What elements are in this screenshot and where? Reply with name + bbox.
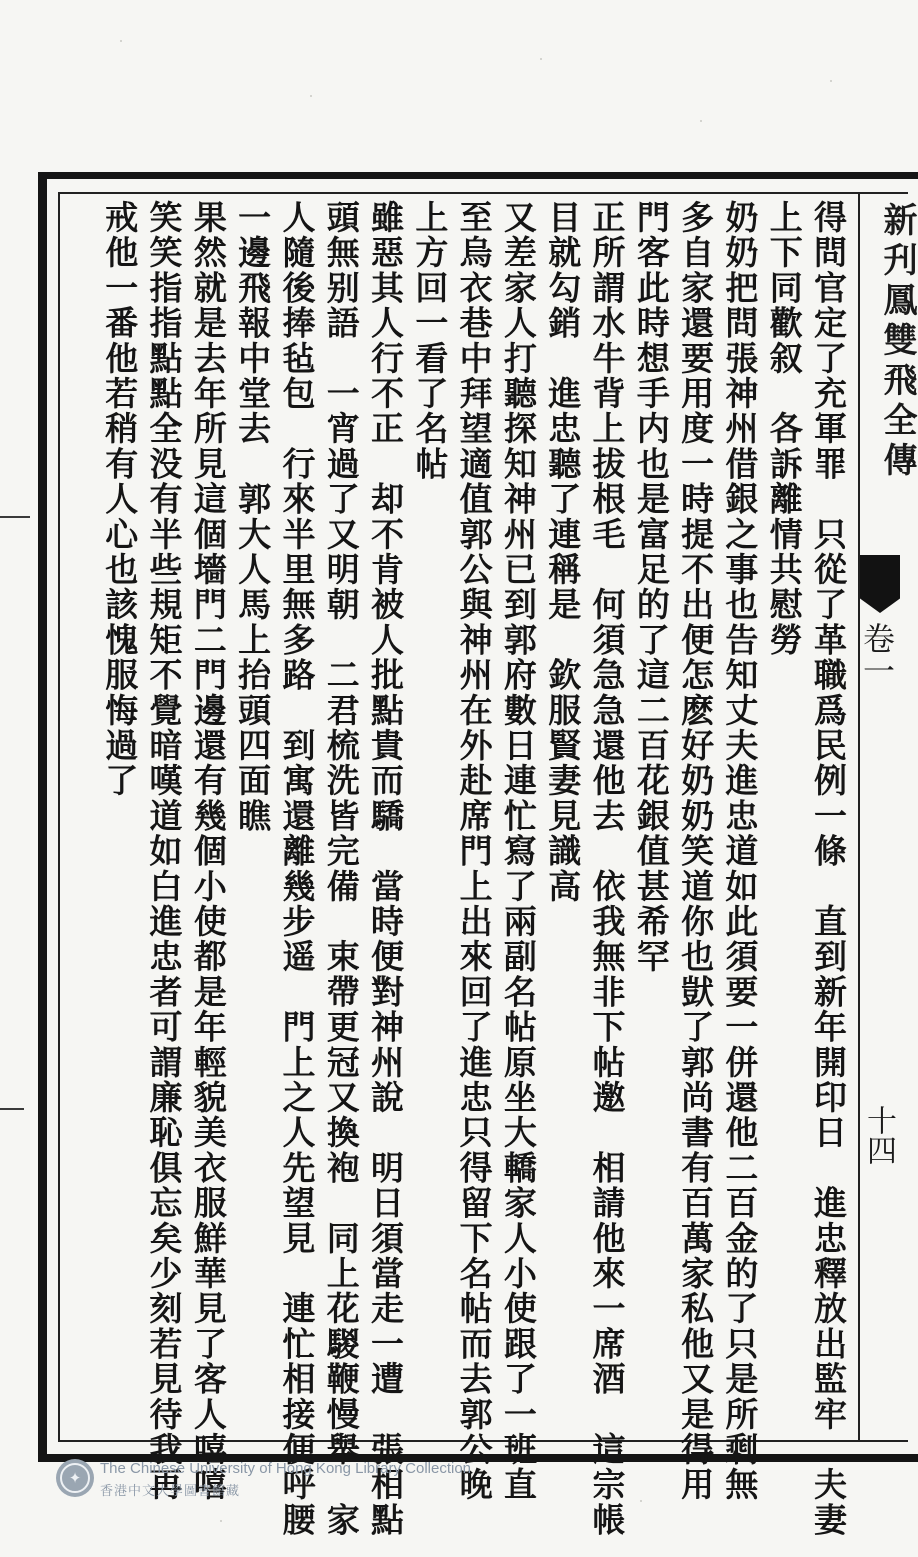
paper-speck [120,40,122,42]
margin-tick [0,516,30,518]
leaf-number: 十四 [861,1105,896,1165]
text-column: 上方回一看了名帖 [410,200,450,482]
paper-speck [700,120,702,122]
text-column: 頭無别語 一宵過了又明朝 二君梳洗皆完備 束帶更冠又換袍 同上花騣鞭慢舉 家 [321,200,361,1538]
book-title: 新刋鳳雙飛全傳 [877,202,917,482]
text-column: 門客此時想手内也是富足的了這二百花銀值甚希罕 [631,200,671,975]
text-column: 至烏衣巷中拜望適值郭公與神州在外赴席門上出來回了進忠只得留下名帖而去郭公晚 [454,200,494,1503]
margin-rule [858,194,860,1440]
text-column: 雖惡其人行不正 却不肯被人批點貴而驕 當時便對神州說 明日須當走一遭 張相點 [366,200,406,1538]
margin-tick [0,1108,24,1110]
paper-speck [830,80,832,82]
text-column: 人隨後捧毡包 行來半里無多路 到寓還離幾步遥 門上之人先望見 連忙相接便呼腰 [277,200,317,1538]
text-column: 奶奶把問張神州借銀之事也告知丈夫進忠道如此須要一併還他二百金的了只是所剩無 [720,200,760,1503]
text-column: 正所謂水牛背上拔根毛 何須急急還他去 依我無非下帖邀 相請他來一席酒 這宗帳 [587,200,627,1538]
paper-speck [310,95,312,97]
text-column: 多自家還要用度一時提不出便怎麽好奶奶笑道你也獃了郭尚書有百萬家私他又是得用 [676,200,716,1503]
text-column: 笑笑指指點點全没有半些規矩不覺暗嘆道如白進忠者可謂廉恥俱忘矣少刻若見待我再 [144,200,184,1503]
text-column: 得問官定了充軍罪 只從了革職爲民例一條 直到新年開印日 進忠釋放出監牢 夫妻 [809,200,848,1538]
collection-credit-zh: 香港中文大學圖書館藏 [100,1484,241,1499]
text-column: 又差家人打聽探知神州已到郭府數日連忙寫了兩副名帖原坐大轎家人小使跟了一班直 [498,200,538,1503]
text-column: 果然就是去年所見這個墻門二門邊還有幾個小使都是年輕貌美衣服鮮華見了客人嘻嘻 [188,200,228,1503]
chapter-mark: 卷一 [858,622,896,686]
text-column: 一邊飛報中堂去 郭大人馬上抬頭四面瞧 [233,200,273,834]
paper-speck [540,58,542,60]
seal-inner-icon: ✦ [60,1463,90,1493]
collection-watermark [56,1458,576,1502]
cuhk-seal-icon [56,1459,94,1497]
paper-speck [220,1520,222,1522]
text-column: 目就勾銷 進忠聽了連稱是 欽服賢妻見識高 [543,200,583,904]
text-column: 上下同歡叙 各訴離情共慰勞 [764,200,804,658]
collection-credit-en: The Chinese University of Hong Kong Library Collection [100,1460,472,1477]
paper-speck [640,1500,642,1502]
text-column: 戒他一番他若稍有人心也該愧服悔過了 [100,200,140,799]
